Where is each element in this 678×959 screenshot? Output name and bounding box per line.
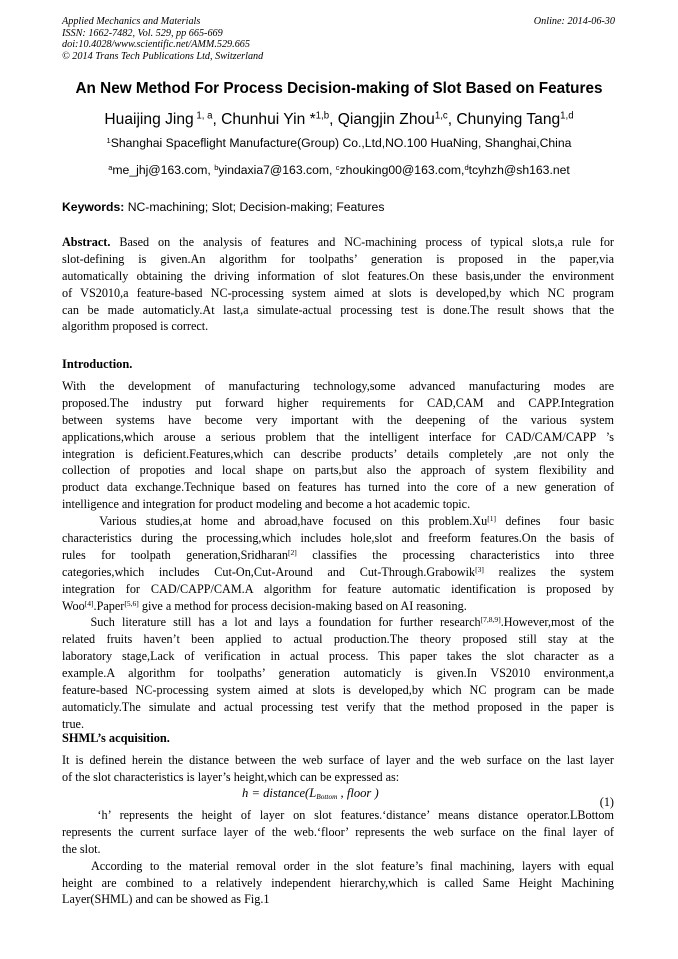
section-heading-shml: SHML’s acquisition. (62, 731, 170, 745)
author-name: Chunying Tang (456, 111, 561, 128)
email-address: tcyhzh@sh163.net (468, 163, 570, 177)
author-name: Chunhui Yin * (221, 111, 316, 128)
text-line: Layer(SHML) and can be showed as Fig.1 (62, 892, 270, 907)
equation-number: (1) (599, 795, 614, 809)
text-run: Woo (62, 598, 85, 613)
abstract-line (62, 234, 614, 251)
text-line: between systems have become very important with the deepening of the various system (62, 412, 614, 427)
email-list (30, 163, 648, 177)
section-heading-introduction: Introduction. (62, 357, 133, 371)
issn-line: ISSN: 1662-7482, Vol. 529, pp 665-669 (62, 27, 223, 39)
text-line (62, 598, 614, 615)
intro-paragraph (62, 378, 614, 733)
paper-title: An New Method For Process Decision-making of Slot Based on Features (75, 80, 603, 97)
author-name: Huaijing Jing (104, 111, 194, 128)
text-line: integration for CAD/CAPP/CAM.A algorithm for feature automatic identification is proposed by (62, 581, 614, 596)
text-run: Various studies,at home and abroad,have focused on this problem.Xu (62, 514, 488, 529)
text-run: Such literature still has a lot and lays a foundation for further research (62, 615, 481, 630)
text-run: rules for toolpath generation,Sridharan (62, 547, 288, 562)
author-list (30, 111, 648, 129)
text-run: give a method for process decision-making based on AI reasoning. (138, 598, 467, 613)
equation-lhs: h = distance( (242, 786, 310, 800)
text-line (62, 564, 614, 581)
text-line: According to the material removal order in the slot feature’s final machining, layers with equal (62, 858, 614, 873)
text-line: With the development of manufacturing technology,some advanced manufacturing modes are (62, 379, 614, 393)
text-line (62, 547, 614, 564)
text-line: applications,which arouse a serious problem that the intelligent interface for CAD/CAM/CAPP ’s (62, 429, 614, 444)
text-line: of the slot characteristics is layer’s height,which can be expressed as: (62, 769, 400, 784)
abstract-line: slot-defining is given.An algorithm for toolpaths’ generation is proposed in the paper,via (62, 251, 614, 266)
text-line: represents the current surface layer of the web.‘floor’ represents the web surface on the final layer of (62, 824, 614, 839)
abstract-line: automatically obtaining the driving information of slot features.On these basis,under the environment (62, 268, 614, 283)
email-address: yindaxia7@163.com, (218, 163, 336, 177)
keywords (62, 200, 384, 214)
text-line: true. (62, 716, 84, 731)
email-sup: c (335, 162, 340, 172)
text-line: automaticly.The simulate and actual processing test verify that the method proposed in the paper is (62, 699, 614, 714)
affiliation (30, 136, 648, 150)
text-line: feature-based NC-processing system aimed at slots is developed,by which NC program can be made (62, 683, 614, 698)
abstract-line: algorithm proposed is correct. (62, 319, 209, 334)
author-sep: , (212, 111, 222, 128)
journal-header (62, 16, 263, 62)
keywords-label: Keywords: (62, 200, 125, 214)
affiliation-text: Shanghai Spaceflight Manufacture(Group) Co.,Ltd,NO.100 HuaNing, Shanghai,China (110, 136, 572, 150)
equation-rest: , floor ) (337, 786, 379, 800)
author-sep: , (447, 111, 457, 128)
text-run: categories,which includes Cut-On,Cut-Around and Cut-Through.Grabowik (62, 564, 476, 579)
citation: [3] (475, 564, 484, 574)
text-line: collection of propoties and local shape on parts,but also the approach of system flexibility and (62, 463, 614, 478)
author-sup: 1,c (434, 110, 448, 122)
author-name: Qiangjin Zhou (337, 111, 435, 128)
text-line: characteristics during the processing,which includes hole,slot and freeform features.On the basis of (62, 531, 614, 546)
citation: [2] (287, 547, 297, 557)
email-address: me_jhj@163.com, (112, 163, 215, 177)
author-sup: 1, a (193, 110, 213, 122)
email-address: zhouking00@163.com, (339, 163, 465, 177)
text-line: related fruits haven’t been applied to actual production.The theory proposed still stay at the (62, 632, 614, 647)
text-line: height are combined to a relatively independent hierarchy,which is called Same Height Machining (62, 875, 614, 890)
doi-line: doi:10.4028/www.scientific.net/AMM.529.665 (62, 39, 250, 51)
email-sup: b (214, 162, 219, 172)
text-run: realizes the system (483, 564, 614, 579)
text-line: ‘h’ represents the height of layer on slot features.‘distance’ means distance operator.LBottom (62, 808, 614, 822)
author-sup: 1,b (315, 110, 330, 122)
equation-body (242, 786, 379, 801)
abstract (62, 234, 614, 335)
shml-paragraph (62, 807, 614, 908)
keywords-text: NC-machining; Slot; Decision-making; Features (124, 200, 385, 214)
copyright-line: © 2014 Trans Tech Publications Ltd, Switzerland (62, 50, 264, 62)
text-line: integration is deficient.Features,which can describe products’ details completely ,are not only the (62, 446, 614, 461)
abstract-line: of VS2010,a feature-based NC-processing system aimed at slots is developed,by which NC program (62, 285, 614, 300)
citation: [4] (84, 598, 94, 608)
affiliation-sup: 1 (106, 135, 111, 145)
email-sup: a (108, 162, 113, 172)
citation: [5,6] (124, 598, 139, 608)
text-line (62, 513, 614, 530)
text-run: defines four basic (496, 514, 614, 529)
text-line (62, 614, 614, 631)
abstract-text: Based on the analysis of features and NC-machining process of typical slots,a rule for (110, 235, 614, 249)
text-line: laboratory stage,Lack of verification in actual process. This paper takes the slot character as a (62, 649, 614, 664)
text-line: intelligence and integration for product modeling and become a hot academic topic. (62, 497, 471, 512)
author-sup: 1,d (560, 110, 574, 122)
journal-name: Applied Mechanics and Materials (62, 16, 201, 27)
citation: [7,8,9] (480, 615, 501, 625)
text-line: product data exchange.Technique based on features has turned into the core of a new generation of (62, 480, 614, 495)
text-run: classifies the processing characteristics into three (296, 547, 614, 562)
text-line: the slot. (62, 841, 101, 856)
text-line: It is defined herein the distance between the web surface of layer and the web surface on the last layer (62, 753, 614, 767)
text-line: example.A algorithm for toolpaths’ generation automaticly is given.In VS2010 environment,a (62, 666, 614, 681)
text-run: .However,most of the (500, 615, 614, 630)
email-sup: d (464, 162, 469, 172)
equation-subscript: Bottom (316, 792, 338, 802)
abstract-label: Abstract. (62, 235, 111, 249)
author-sep: , (329, 111, 338, 128)
online-date: Online: 2014-06-30 (533, 16, 615, 27)
shml-paragraph (62, 752, 614, 786)
abstract-line: can be made automaticly.At last,a simulate-actual processing test is done.The result shows that the (62, 302, 614, 317)
text-line: proposed.The industry put forward higher requirements for CAD,CAM and CAPP.Integration (62, 395, 614, 410)
citation: [1] (487, 513, 496, 523)
equation-var: L (309, 786, 317, 800)
text-run: .Paper (93, 598, 125, 613)
